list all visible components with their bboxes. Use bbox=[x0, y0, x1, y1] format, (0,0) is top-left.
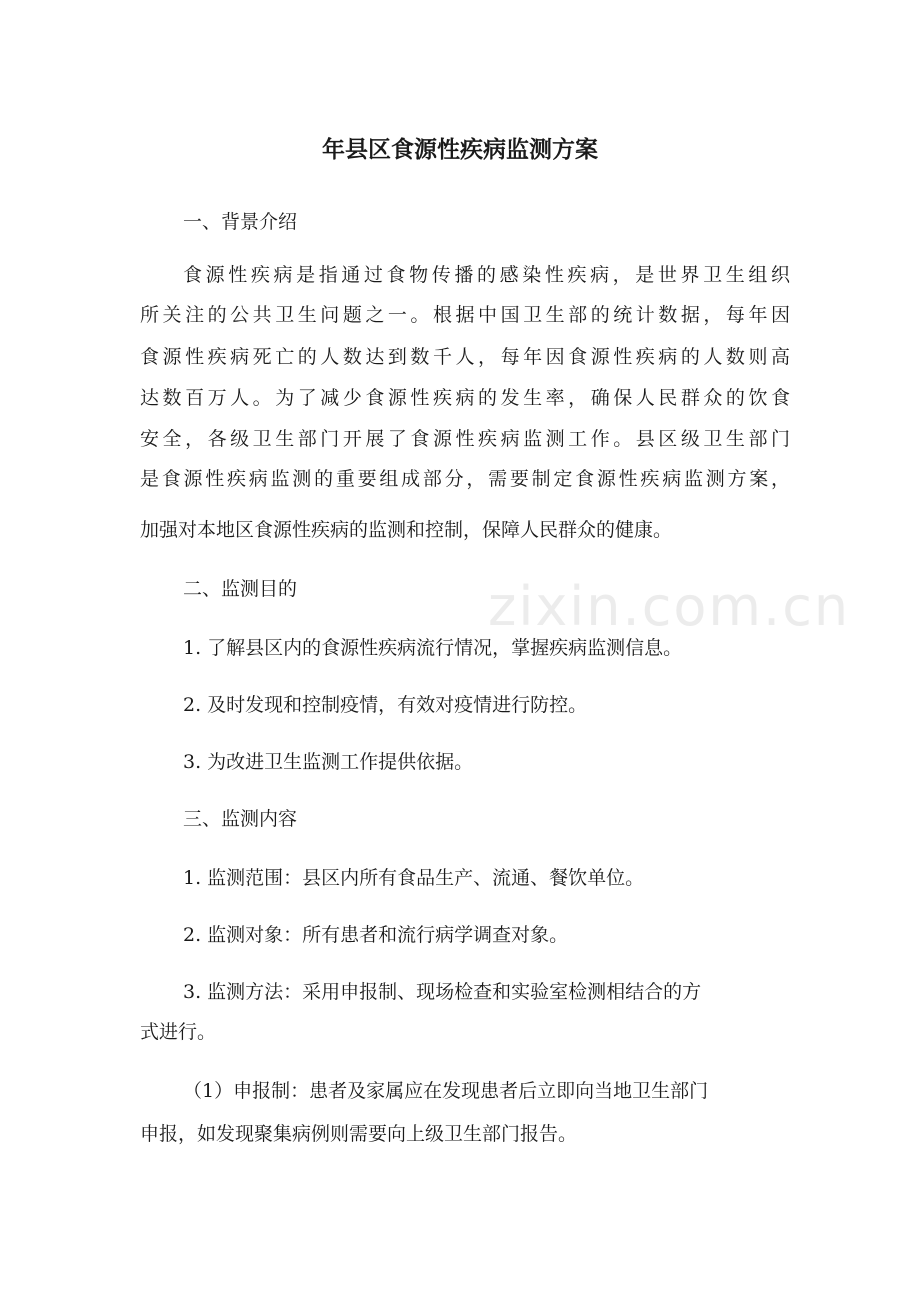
list-item: 3. 监测方法：采用申报制、现场检查和实验室检测相结合的方 bbox=[183, 981, 702, 1003]
section-heading-content: 三、监测内容 bbox=[183, 808, 298, 830]
paragraph-line: 达数百万人。为了减少食源性疾病的发生率，确保人民群众的饮食 bbox=[140, 387, 790, 409]
paragraph-line: 所关注的公共卫生问题之一。根据中国卫生部的统计数据，每年因 bbox=[140, 304, 790, 326]
paragraph-line: 是食源性疾病监测的重要组成部分，需要制定食源性疾病监测方案， bbox=[140, 468, 790, 490]
sub-item: （1）申报制：患者及家属应在发现患者后立即向当地卫生部门 bbox=[183, 1080, 709, 1102]
section-heading-purpose: 二、监测目的 bbox=[183, 578, 298, 600]
paragraph-line: 食源性疾病死亡的人数达到数千人，每年因食源性疾病的人数则高 bbox=[140, 346, 790, 368]
watermark: zixin.com.cn bbox=[488, 575, 851, 638]
sub-item-continuation: 申报，如发现聚集病例则需要向上级卫生部门报告。 bbox=[140, 1123, 578, 1145]
paragraph-line: 加强对本地区食源性疾病的监测和控制，保障人民群众的健康。 bbox=[140, 519, 673, 541]
list-item: 1. 监测范围：县区内所有食品生产、流通、餐饮单位。 bbox=[183, 867, 645, 889]
list-item: 2. 及时发现和控制疫情，有效对疫情进行防控。 bbox=[183, 694, 588, 716]
paragraph-line: 安全，各级卫生部门开展了食源性疾病监测工作。县区级卫生部门 bbox=[140, 428, 790, 450]
list-item: 3. 为改进卫生监测工作提供依据。 bbox=[183, 751, 474, 773]
section-heading-background: 一、背景介绍 bbox=[183, 211, 298, 233]
list-item: 2. 监测对象：所有患者和流行病学调查对象。 bbox=[183, 924, 569, 946]
list-item: 1. 了解县区内的食源性疾病流行情况，掌握疾病监测信息。 bbox=[183, 637, 683, 659]
document-title: 年县区食源性疾病监测方案 bbox=[322, 137, 598, 163]
paragraph-line: 食源性疾病是指通过食物传播的感染性疾病，是世界卫生组织 bbox=[183, 264, 790, 286]
list-item-continuation: 式进行。 bbox=[140, 1021, 217, 1043]
